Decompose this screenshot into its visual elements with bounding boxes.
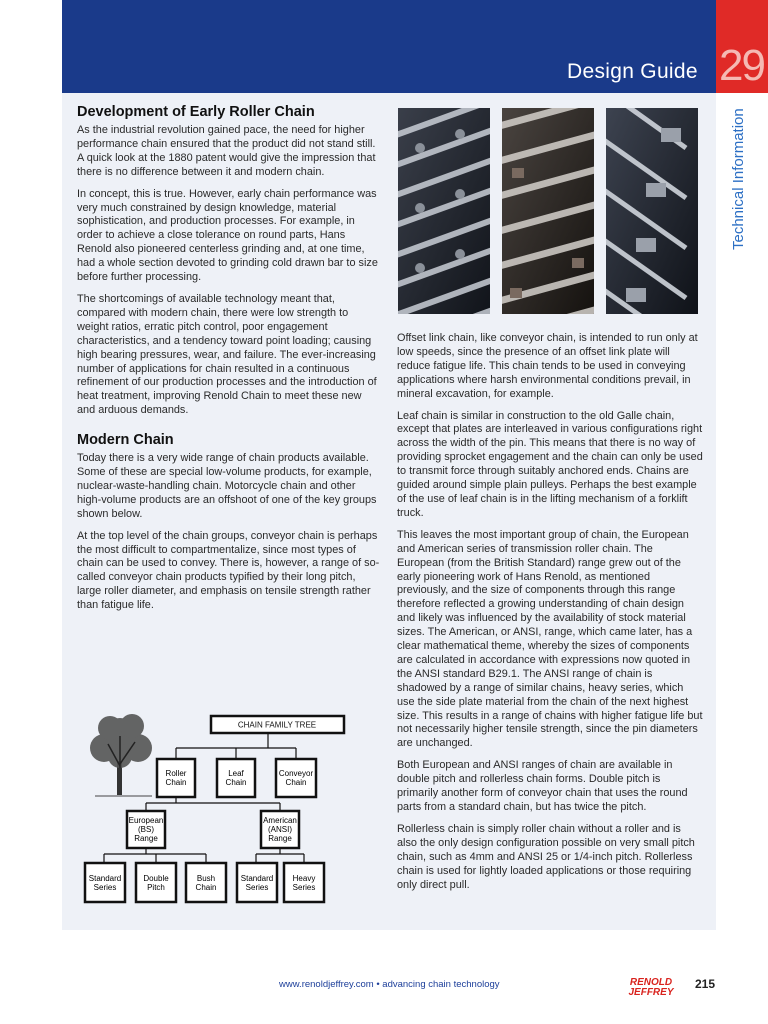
- svg-text:Roller: Roller: [165, 769, 187, 778]
- svg-text:Range: Range: [134, 834, 158, 843]
- svg-text:Series: Series: [245, 883, 269, 892]
- svg-text:(BS): (BS): [138, 825, 154, 834]
- right-column: [397, 332, 703, 900]
- node-bush-chain: [186, 863, 226, 902]
- node-american-range: [261, 811, 299, 848]
- page-number: 215: [695, 977, 716, 991]
- heading-modern-chain: Modern Chain: [77, 432, 174, 449]
- chain-family-tree: [80, 706, 380, 916]
- node-heavy-series: [284, 863, 324, 902]
- node-leaf-chain: [217, 759, 255, 797]
- roller-chain-photo: [398, 108, 490, 314]
- svg-text:American: American: [263, 816, 297, 825]
- svg-text:Double: Double: [143, 874, 169, 883]
- renold-jeffrey-logo: [622, 975, 680, 997]
- paragraph: Rollerless chain is simply roller chain without a roller and is also the only design configuration possible on very small pitch chain, such as 4mm and ANSI 25 or 1/4-inch pitch. Rollerless chain is used for lightly loaded applications or those requiring only direct pull.: [397, 822, 695, 891]
- paragraph: Offset link chain, like conveyor chain, is intended to run only at low speeds, since the presence of an offset link plate will reduce fatigue life. This chain tends to be used in conveying applications where harsh environmental conditions prevail, in mineral excavation, for example.: [397, 332, 698, 400]
- node-double-pitch: [136, 863, 176, 902]
- paragraph: As the industrial revolution gained pace, the need for higher performance chain ensured that the product did not stand still. A quick look at the 1880 patent would give the impression that there is no difference between it and modern chain.: [77, 124, 376, 178]
- attachment-chain-photo: [502, 108, 594, 314]
- paragraph: This leaves the most important group of chain, the European and American series of transmission roller chain. The European (from the British Standard) range grew out of the early pioneering work of Hans Renold, as mentioned previously, and the size of components through this range therefore reflected a growing understanding of chain design and likely was influenced by the availability of stock material sizes. The American, or ANSI, range, which came later, has a clear mathematical theme, whereby the sizes of components are calculated in accordance with expressions now quoted in the ANSI standard B29.1. The ANSI range of chain is shadowed by a range of similar chains, heavy series, which use the side plate material from the chain of the next highest size. This results in a range of chains with higher fatigue life but not necessarily higher tensile strength, since the pin diameters are unchanged.: [397, 528, 703, 750]
- page-title: Design Guide: [567, 60, 698, 83]
- svg-text:Pitch: Pitch: [147, 883, 165, 892]
- svg-text:European: European: [128, 816, 164, 825]
- left-column: [77, 104, 381, 621]
- paragraph: Leaf chain is similar in construction to the old Galle chain, except that plates are interleaved in various configurations right across the width of the pin. This means that there is no way of providing sprocket engagement and the chain can only be used to transmit force through suitably anchored ends. Chains are guided around simple plain pulleys. Perhaps the best example of the use of leaf chain is in the lifting mechanism of a forklift truck.: [397, 409, 703, 519]
- node-roller-chain: [157, 759, 195, 797]
- svg-text:Chain: Chain: [225, 778, 247, 787]
- paragraph: Today there is a very wide range of chain products available. Some of these are special low-volume products, for example, nuclear-waste-handling chain. Motorcycle chain and other high-volume products are an offshoot of one of the key groups shown below.: [77, 452, 377, 520]
- conveyor-chain-photo: [606, 108, 698, 314]
- svg-text:Range: Range: [268, 834, 292, 843]
- svg-text:Standard: Standard: [88, 874, 122, 883]
- chain-photos: [398, 108, 698, 314]
- heading-early-roller-chain: Development of Early Roller Chain: [77, 104, 315, 120]
- svg-text:Bush: Bush: [196, 874, 216, 883]
- svg-text:RENOLD: RENOLD: [629, 977, 673, 988]
- svg-text:Conveyor: Conveyor: [278, 769, 314, 778]
- tree-title: CHAIN FAMILY TREE: [237, 720, 317, 730]
- node-conveyor-chain: [276, 759, 316, 797]
- node-european-range: [127, 811, 165, 848]
- tree-icon: [90, 714, 152, 796]
- section-side-label: Technical Information: [730, 108, 747, 250]
- svg-text:Chain: Chain: [165, 778, 187, 787]
- svg-text:Chain: Chain: [195, 883, 217, 892]
- footer-website-link[interactable]: www.renoldjeffrey.com • advancing chain technology: [279, 979, 500, 990]
- svg-text:Series: Series: [93, 883, 117, 892]
- svg-text:Series: Series: [292, 883, 316, 892]
- paragraph: The shortcomings of available technology meant that, compared with modern chain, there were low strength to weight ratios, erratic pitch control, poor engagement characteristics, and a tendency toward point loading; causing high bearing pressures, wear, and failure. The ever-increasing number of applications for chain resulted in a continuous refinement of our production processes and the introduction of heat treatment, improving Renold Chain to meet these new and arduous demands.: [77, 292, 377, 417]
- svg-text:(ANSI): (ANSI): [268, 825, 292, 834]
- svg-text:JEFFREY: JEFFREY: [628, 987, 674, 997]
- paragraph: Both European and ANSI ranges of chain are available in double pitch and rollerless chain forms. Double pitch is primarily another form of conveyor chain that uses the round parts from a standard chain, but has twice the pitch.: [397, 759, 688, 813]
- paragraph: In concept, this is true. However, early chain performance was very much constrained by design knowledge, material sophistication, and production processes. For example, in order to achieve a close tolerance on round parts, Hans Renold also pioneered centerless grinding and, at one time, had a whole section devoted to grinding cold drawn bar to size before further processing.: [77, 187, 378, 284]
- node-standard-series-eu: [85, 863, 125, 902]
- node-standard-series-ansi: [237, 863, 277, 902]
- svg-text:Chain: Chain: [285, 778, 307, 787]
- paragraph: At the top level of the chain groups, conveyor chain is perhaps the most difficult to compartmentalize, since most types of chain can be used to convey. There is, however, a range of so-called conveyor chain products typified by their long pitch, large roller diameter, and emphasis on tensile strength rather than fatigue life.: [77, 529, 380, 612]
- svg-text:Heavy: Heavy: [292, 874, 316, 883]
- page-tab-number: 29: [719, 41, 764, 90]
- svg-text:Standard: Standard: [240, 874, 274, 883]
- svg-text:Leaf: Leaf: [228, 769, 244, 778]
